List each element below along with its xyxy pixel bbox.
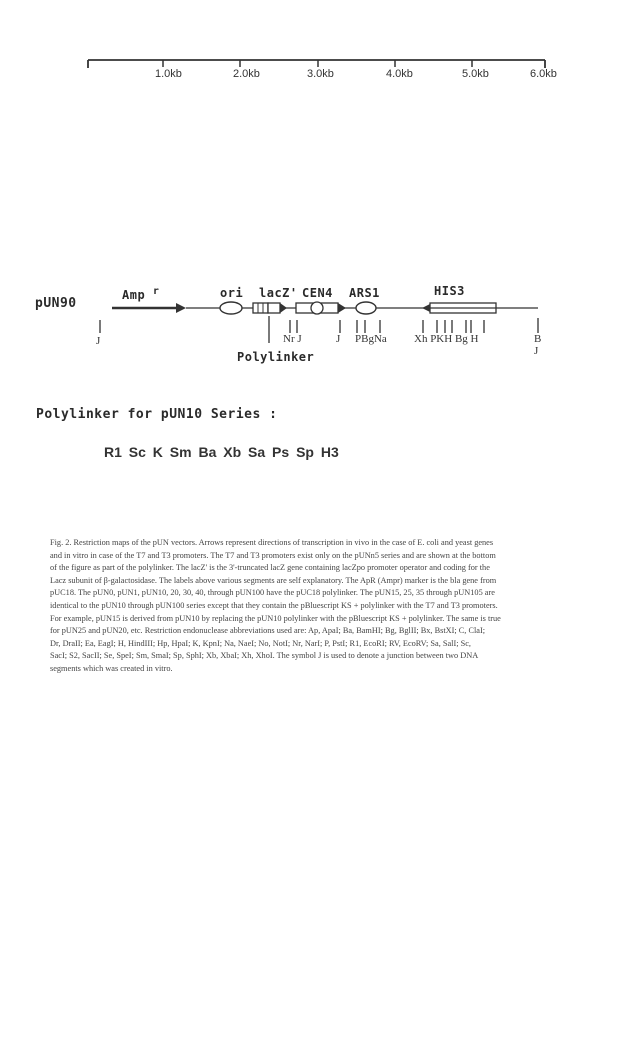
site-label-xh-pkh-bg-h: Xh PKH Bg H bbox=[414, 333, 479, 345]
polylinker-box bbox=[253, 303, 268, 313]
gene-label-lacz: lacZ' bbox=[259, 286, 298, 300]
gene-label-ori: ori bbox=[220, 286, 244, 300]
polylinker-label: Polylinker bbox=[237, 350, 315, 364]
caption-line: segments which was created in vitro. bbox=[50, 663, 173, 673]
gene-label-cen4: CEN4 bbox=[302, 286, 333, 300]
site-label-pbgna: PBgNa bbox=[355, 333, 387, 345]
site-label-j-right: J bbox=[534, 345, 539, 357]
scale-label-2kb: 2.0kb bbox=[233, 68, 260, 80]
scale-label-6kb: 6.0kb bbox=[530, 68, 557, 80]
figure-caption bbox=[50, 537, 588, 676]
scale-label-1kb: 1.0kb bbox=[155, 68, 182, 80]
caption-line: and in vitro in case of the T7 and T3 promoters. The T7 and T3 promoters exist only on the pUNn5 series and are shown at the bottom bbox=[50, 550, 496, 560]
lacz-box bbox=[268, 303, 280, 313]
caption-line: for pUN25 and pUN20, etc. Restriction endonuclease abbreviations used are: Ap, ApaI; Ba, BamHI; Bg, BglII; Bx, BstXI; C, ClaI; bbox=[50, 626, 486, 636]
lacz-arrowhead bbox=[280, 303, 287, 313]
caption-line: SacI; S2, SacII; Se, SpeI; Sm, SmaI; Sp, SphI; Xb, XbaI; Xh, XhoI. The symbol J is used to denote a junction between two DNA bbox=[50, 651, 479, 661]
ori-element bbox=[220, 302, 242, 314]
site-label-j-mid: J bbox=[336, 333, 341, 345]
polylinker-title: Polylinker for pUN10 Series : bbox=[36, 407, 278, 422]
plasmid-name: pUN90 bbox=[35, 296, 77, 311]
site-label-b: B bbox=[534, 333, 542, 345]
scale-label-4kb: 4.0kb bbox=[386, 68, 413, 80]
caption-line: Lacz subunit of β-galactosidase. The labels above various segments are self explanatory. The ApR (Ampr) marker is the bla gene from bbox=[50, 575, 497, 585]
caption-line: Fig. 2. Restriction maps of the pUN vectors. Arrows represent directions of transcription in vivo in the case of E. coli and yeast genes bbox=[50, 538, 494, 547]
gene-label-his3: HIS3 bbox=[434, 284, 465, 298]
caption-line: Dr, DraII; Ea, EagI; H, HindIII; Hp, HpaI; K, KpnI; Na, NaeI; No, NotI; Nr, NarI; P, PstI; R1, EcoRI; RV, EcoRV; Sa, SalI; Sc, bbox=[50, 638, 471, 648]
ars1-element bbox=[356, 302, 376, 314]
gene-label-ars1: ARS1 bbox=[349, 286, 380, 300]
gene-label-amp: Amp $^r$ bbox=[122, 286, 160, 302]
caption-line: For example, pUN15 is derived from pUN10 by replacing the pUN10 polylinker with the pBluescript KS + polylinker. The same is true bbox=[50, 613, 501, 623]
gene-label-amp-superscript: r bbox=[152, 286, 160, 297]
cen4-circle bbox=[311, 302, 323, 314]
amp-arrowhead bbox=[176, 303, 186, 313]
caption-line: pUC18. The pUN0, pUN1, pUN10, 20, 30, 40, through pUN100 have the pUC18 polylinker. The pUN15, 25, 35 through pUN105 are bbox=[50, 588, 495, 598]
caption-line: identical to the pUN10 through pUN100 series except that they contain the pBluescript KS + polylinker with the T7 and T3 promoters. bbox=[50, 600, 498, 610]
scale-label-5kb: 5.0kb bbox=[462, 68, 489, 80]
caption-line: of the figure as part of the polylinker. The lacZ' is the 3'-truncated lacZ gene containing lacZpo promoter operator and coding for the bbox=[50, 563, 490, 573]
scale-label-3kb: 3.0kb bbox=[307, 68, 334, 80]
his3-arrowhead bbox=[422, 304, 430, 312]
polylinker-sites: R1 Sc K Sm Ba Xb Sa Ps Sp H3 bbox=[104, 444, 339, 460]
cen4-arrowhead bbox=[338, 303, 346, 313]
site-label-nr-j: Nr J bbox=[283, 333, 302, 345]
site-label-j-left: J bbox=[96, 335, 101, 347]
